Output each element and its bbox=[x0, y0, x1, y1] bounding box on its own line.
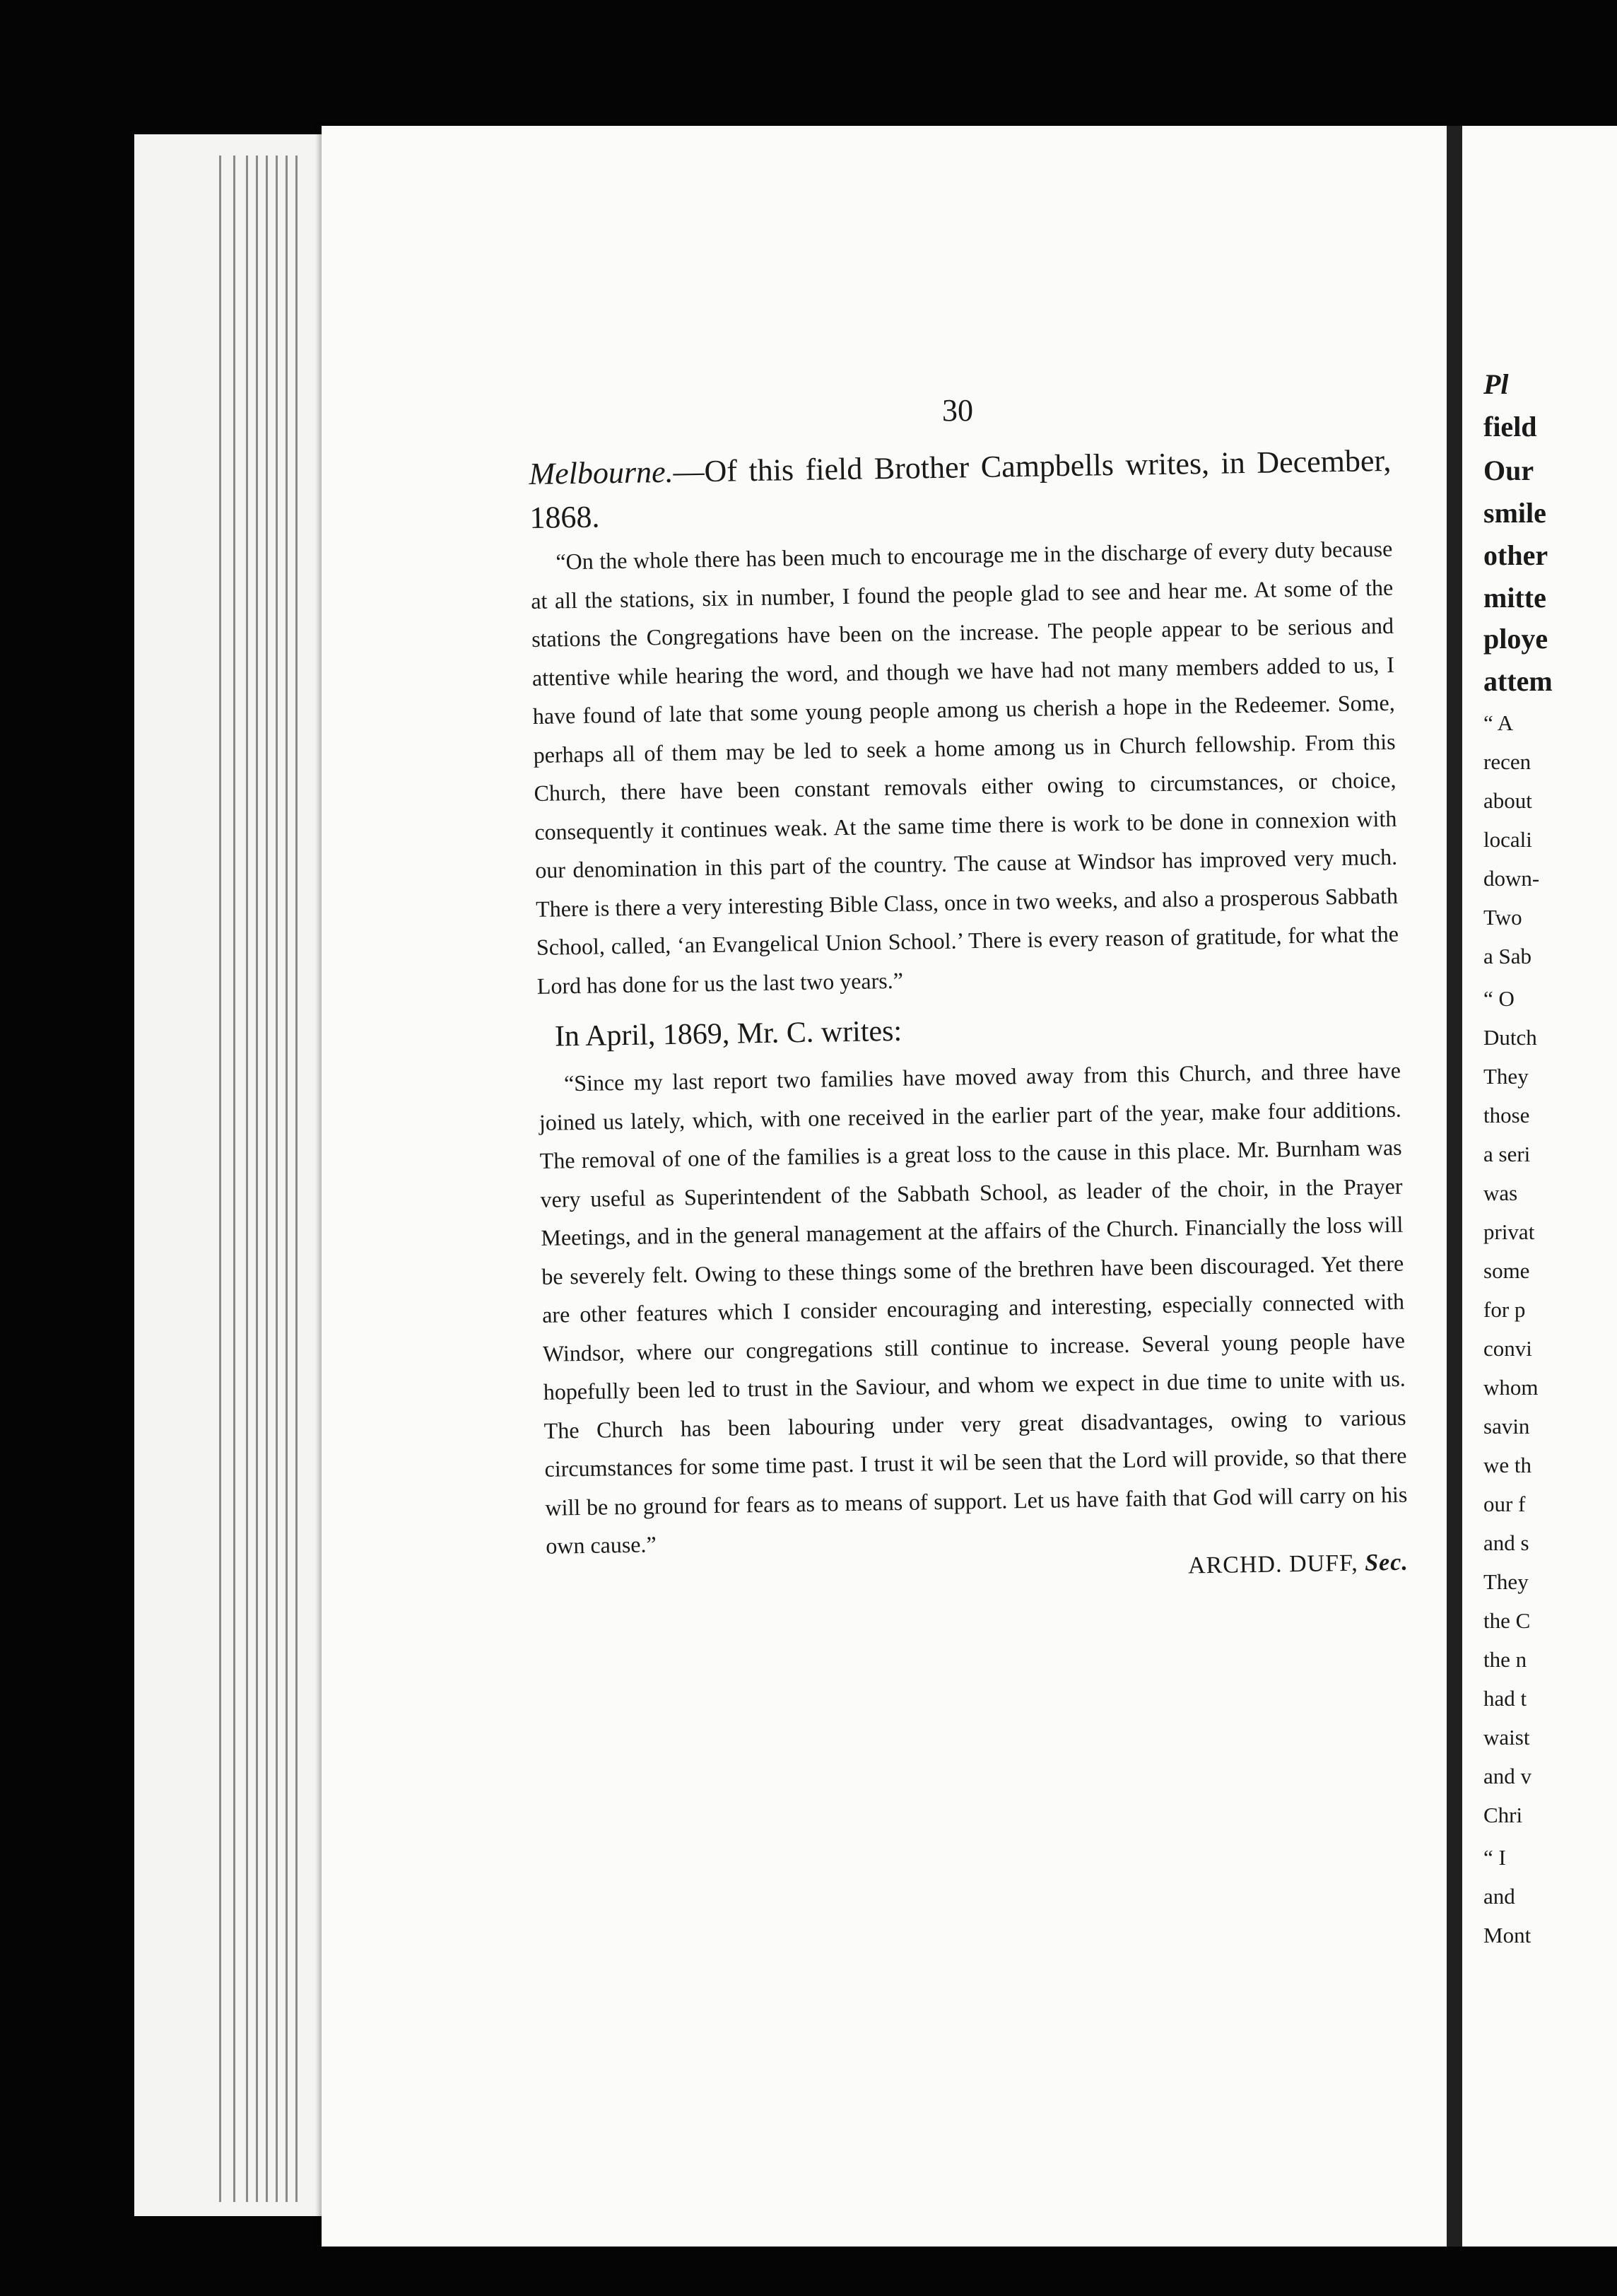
right-page-line: Our bbox=[1483, 455, 1534, 486]
right-page-line: for p bbox=[1483, 1297, 1526, 1322]
right-page-line: other bbox=[1483, 539, 1548, 571]
april-subheading: In April, 1869, Mr. C. writes: bbox=[554, 1014, 902, 1053]
book-gutter bbox=[1447, 126, 1462, 2247]
right-page-line: a seri bbox=[1483, 1142, 1531, 1166]
intro-text: —Of this field Brother Campbells writes, in December, 1868. bbox=[529, 443, 1392, 535]
right-page-line: waist bbox=[1483, 1725, 1530, 1750]
signature-name: ARCHD. DUFF, bbox=[1187, 1550, 1365, 1579]
right-page-line: “ I bbox=[1483, 1845, 1506, 1870]
right-page-line: Mont bbox=[1483, 1923, 1531, 1948]
right-page-line: Two bbox=[1483, 905, 1522, 930]
page-edge-line bbox=[286, 156, 288, 2202]
page-edge-line bbox=[256, 156, 258, 2202]
page-body bbox=[529, 439, 1409, 1589]
right-page-line: Dutch bbox=[1483, 1025, 1537, 1050]
right-page-line: had t bbox=[1483, 1686, 1527, 1711]
signature-title: Sec. bbox=[1364, 1549, 1409, 1576]
letter-quote-2: “Since my last report two families have moved away from this Church, and three have joined us lately, which, with one received in the earlier part of the year, make four additions. The removal of one of the families is a great loss to the cause in this place. Mr. Burnham was very useful as Superintendent of the Sabbath School, as leader of the choir, in the Prayer Meetings, and in the general management at the affairs of the Church. Financially the loss will be severely felt. Owing to these things some of the brethren have been discouraged. Yet there are other features which I consider encouraging and interesting, especially connected with Windsor, where our congregations still continue to increase. Several young people have hopefully been led to trust in the Saviour, and whom we expect in due time to unite with us. The Church has been labouring under very great disadvantages, owing to various circumstances for some time past. I trust it wil be seen that the Lord will provide, so that there will be no ground for fears as to means of support. Let us have faith that God will carry on his own cause.” bbox=[539, 1057, 1408, 1559]
letter-quote-1: “On the whole there has been much to encourage me in the discharge of every duty because at all the stations, six in number, I found the people glad to see and hear me. At some of the stations the Congregations have been on the increase. The people appear to be serious and attentive while hearing the word, and though we have had not many members added to us, I have found of late that some young people among us cherish a hope in the Redeemer. Some, perhaps all of them may be led to seek a home among us in Church fellowship. From this Church, there have been constant removals either owing to circumstances, or choice, consequently it continues weak. At the same time there is work to be done in connexion with our denomination in this part of the country. The cause at Windsor has improved very much. There is there a very interesting Bible Class, once in two weeks, and also a prosperous Sabbath School, called, ‘an Evangelical Union School.’ There is every reason of gratitude, for what the Lord has done for us the last two years.” bbox=[531, 535, 1399, 999]
right-page-line: the C bbox=[1483, 1608, 1531, 1633]
right-page-line: “ A bbox=[1483, 710, 1514, 735]
right-page-line: and v bbox=[1483, 1764, 1532, 1788]
right-page-line: some bbox=[1483, 1258, 1530, 1283]
right-page-line: convi bbox=[1483, 1336, 1532, 1361]
right-page-fragment bbox=[1462, 126, 1617, 2247]
page-edge-line bbox=[276, 156, 278, 2202]
right-page-line: a Sab bbox=[1483, 944, 1532, 968]
right-page-line: the n bbox=[1483, 1647, 1527, 1672]
right-page-line: recen bbox=[1483, 749, 1531, 774]
page-edge-line bbox=[233, 156, 235, 2202]
right-page-line: savin bbox=[1483, 1414, 1530, 1439]
right-page-line: mitte bbox=[1483, 582, 1546, 614]
page-edge-line bbox=[219, 156, 221, 2202]
right-page-line: our f bbox=[1483, 1492, 1526, 1516]
page-edge-line bbox=[295, 156, 298, 2202]
right-page-line: They bbox=[1483, 1569, 1529, 1594]
right-page-line: ploye bbox=[1483, 623, 1548, 655]
right-page-line: Pl bbox=[1483, 368, 1509, 400]
place-heading: Melbourne. bbox=[529, 454, 674, 491]
page-number: 30 bbox=[942, 393, 973, 428]
right-page-line: we th bbox=[1483, 1453, 1532, 1477]
right-page-line: They bbox=[1483, 1064, 1529, 1089]
right-page-line: and s bbox=[1483, 1530, 1529, 1555]
right-page-line: attem bbox=[1483, 665, 1553, 697]
right-page-line: about bbox=[1483, 788, 1532, 813]
right-page-line: those bbox=[1483, 1103, 1530, 1128]
right-page-line: and bbox=[1483, 1884, 1515, 1909]
right-page-line: smile bbox=[1483, 497, 1546, 529]
page-edge-line bbox=[246, 156, 248, 2202]
right-page-line: whom bbox=[1483, 1375, 1539, 1400]
right-page-line: “ O bbox=[1483, 986, 1515, 1011]
page-edge-line bbox=[266, 156, 268, 2202]
right-page-line: down- bbox=[1483, 866, 1540, 891]
right-page-line: locali bbox=[1483, 827, 1532, 852]
right-page-line: was bbox=[1483, 1181, 1518, 1205]
right-page-line: Chri bbox=[1483, 1803, 1523, 1827]
right-page-line: field bbox=[1483, 411, 1537, 443]
section-intro bbox=[529, 439, 1392, 540]
right-page-line: privat bbox=[1483, 1219, 1535, 1244]
